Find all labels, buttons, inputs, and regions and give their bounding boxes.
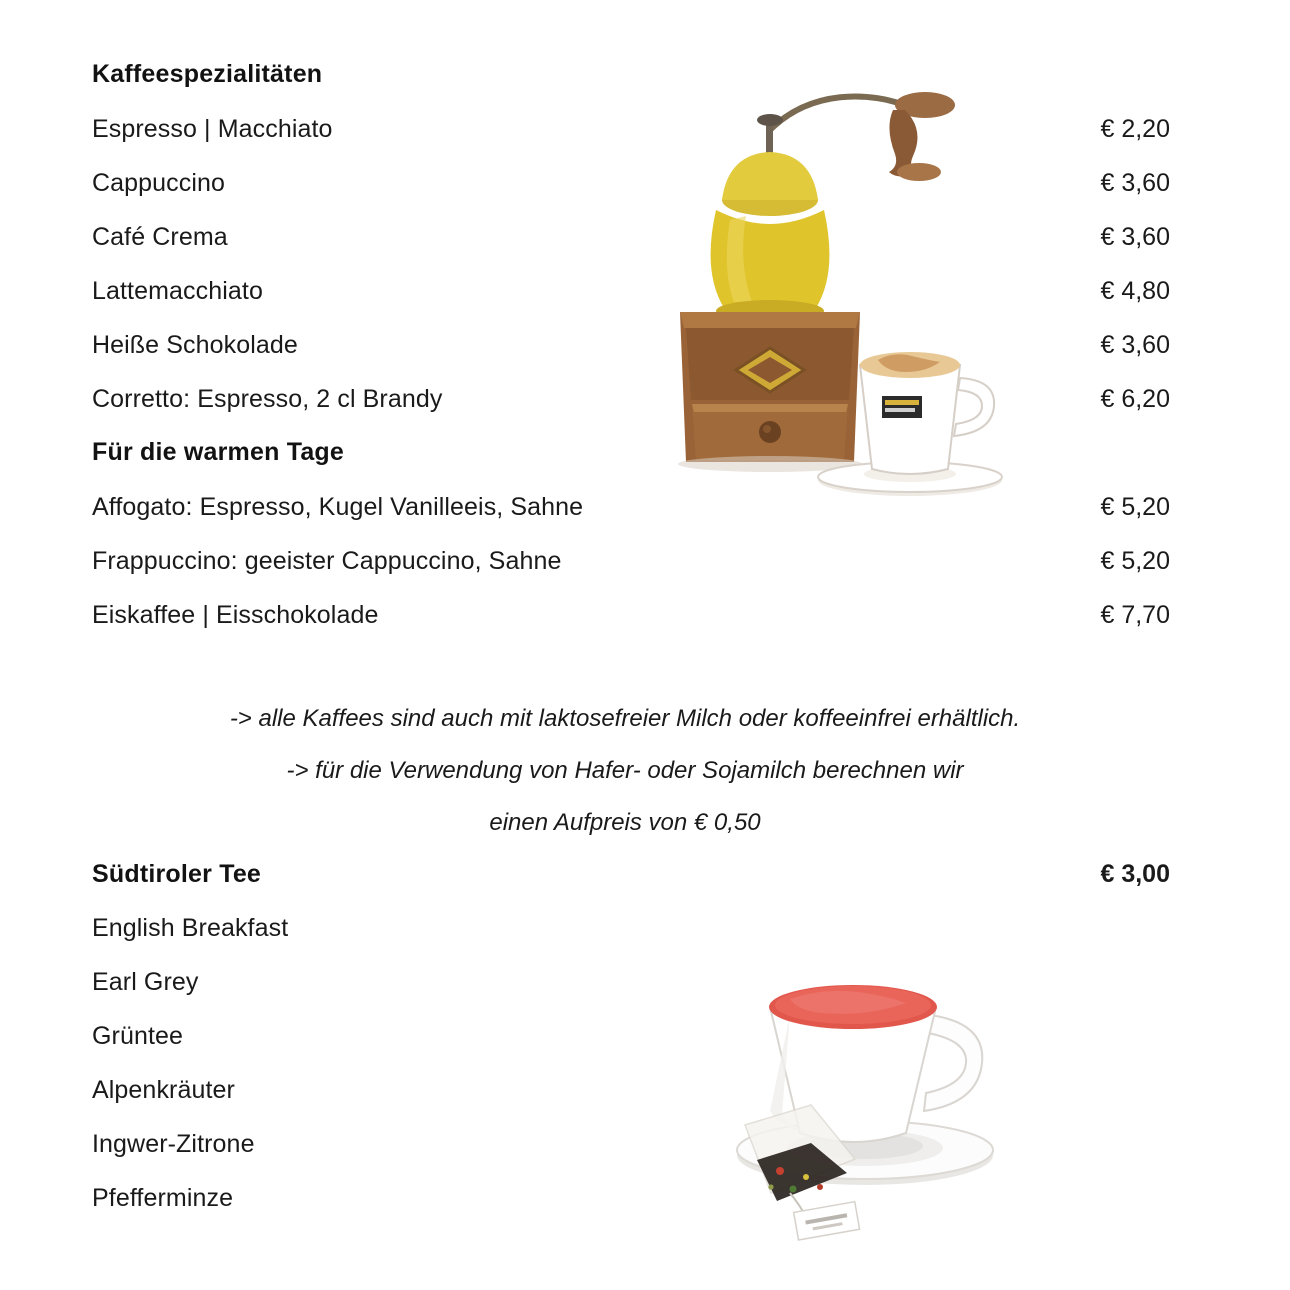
menu-item-name: Lattemacchiato — [92, 277, 263, 305]
section-heading-kaffeespezialitaeten: Kaffeespezialitäten — [92, 60, 323, 88]
menu-item-name: Frappuccino: geeister Cappuccino, Sahne — [92, 547, 562, 575]
menu-item-name: Alpenkräuter — [92, 1076, 235, 1104]
tea-cup-icon — [630, 955, 1050, 1255]
menu-item-name: Café Crema — [92, 223, 228, 251]
section-price-suedtiroler-tee: € 3,00 — [1100, 860, 1170, 888]
menu-item-name: Earl Grey — [92, 968, 199, 996]
menu-item-price: € 3,60 — [1100, 169, 1170, 197]
menu-item-name: Ingwer-Zitrone — [92, 1130, 255, 1158]
note-lactose-free: -> alle Kaffees sind auch mit laktosefreier Milch oder koffeeinfrei erhältlich. — [229, 705, 1021, 732]
menu-item-price: € 7,70 — [1100, 601, 1170, 629]
menu-item-price: € 5,20 — [1100, 547, 1170, 575]
menu-item-name: Espresso | Macchiato — [92, 115, 333, 143]
menu-item-name: Corretto: Espresso, 2 cl Brandy — [92, 385, 443, 413]
menu-item-price: € 2,20 — [1100, 115, 1170, 143]
menu-item-price: € 3,60 — [1100, 223, 1170, 251]
menu-item-name: Grüntee — [92, 1022, 184, 1050]
menu-item-name: Eiskaffee | Eisschokolade — [92, 601, 379, 629]
menu-item-price: € 5,20 — [1100, 493, 1170, 521]
menu-item-name: Affogato: Espresso, Kugel Vanilleeis, Sahne — [92, 493, 584, 521]
menu-item-price: € 6,20 — [1100, 385, 1170, 413]
menu-item-name: Pfefferminze — [92, 1184, 234, 1212]
menu-item-name: Heiße Schokolade — [92, 331, 298, 359]
note-surcharge: einen Aufpreis von € 0,50 — [489, 809, 761, 836]
coffee-grinder-icon — [620, 60, 1020, 510]
menu-item-name: Cappuccino — [92, 169, 226, 197]
menu-item-price: € 4,80 — [1100, 277, 1170, 305]
section-heading-suedtiroler-tee: Südtiroler Tee — [92, 860, 262, 888]
menu-item-name: English Breakfast — [92, 914, 289, 942]
menu-item-price: € 3,60 — [1100, 331, 1170, 359]
note-oat-soy-milk: -> für die Verwendung von Hafer- oder Sojamilch berechnen wir — [286, 757, 964, 784]
section-heading-fuer-die-warmen-tage: Für die warmen Tage — [92, 438, 345, 466]
